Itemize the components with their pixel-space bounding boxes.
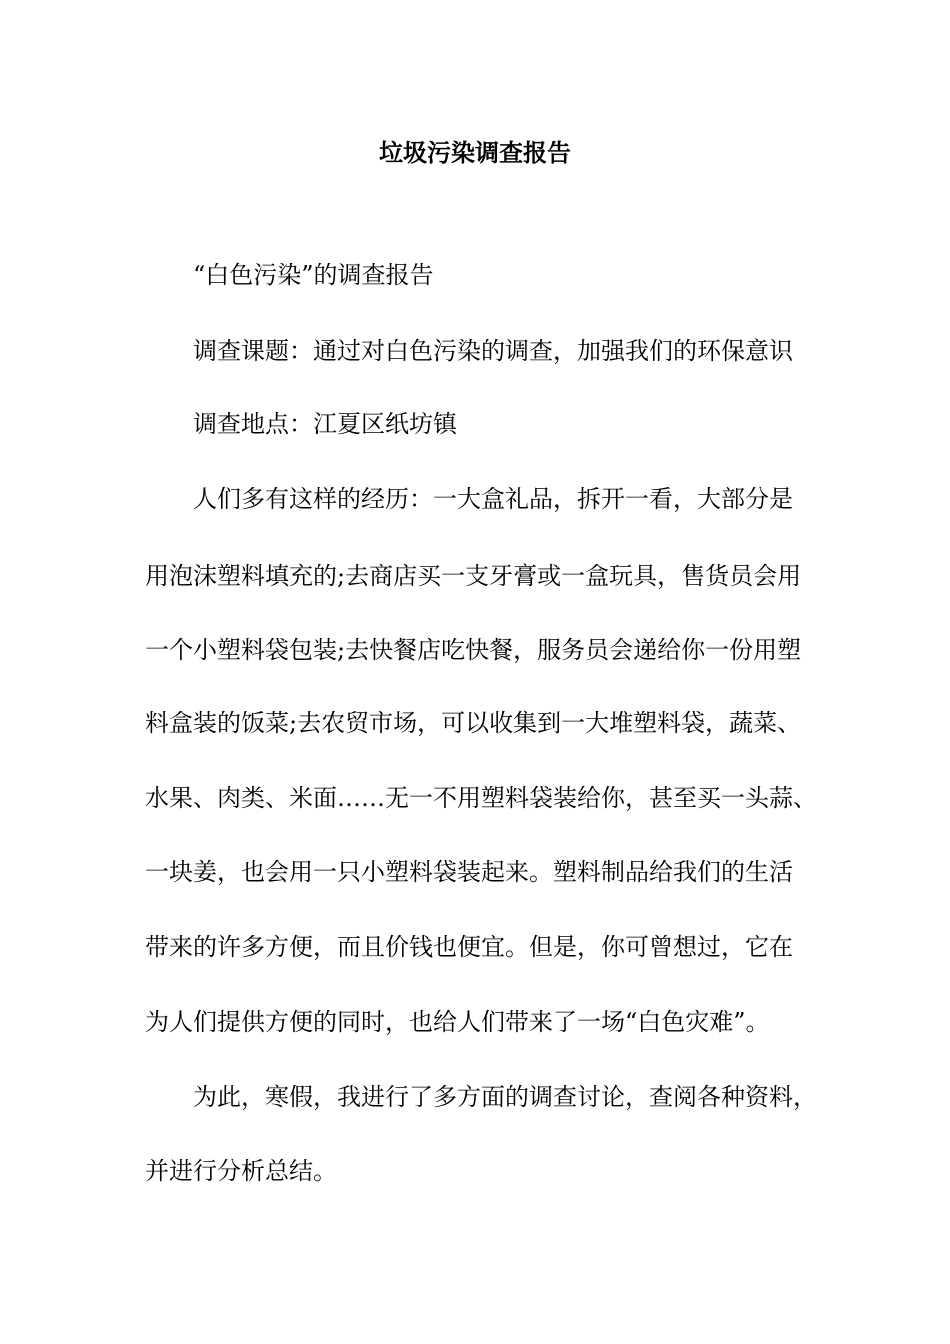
- subtitle-line: “白色污染”的调查报告: [193, 261, 434, 289]
- paragraph-line: 带来的许多方便，而且价钱也便宜。但是，你可曾想过，它在: [145, 933, 793, 961]
- paragraph-line: 为人们提供方便的同时，也给人们带来了一场“白色灾难”。: [145, 1008, 770, 1036]
- paragraph-line: 人们多有这样的经历：一大盒礼品，拆开一看，大部分是: [193, 485, 793, 513]
- paragraph-line: 并进行分析总结。: [145, 1157, 337, 1185]
- paragraph-line: 一个小塑料袋包装;去快餐店吃快餐，服务员会递给你一份用塑: [145, 636, 802, 664]
- paragraph-line: 水果、肉类、米面……无一不用塑料袋装给你，甚至买一头蒜、: [145, 784, 817, 812]
- document-title: 垃圾污染调查报告: [379, 138, 571, 167]
- paragraph-line: 一块姜，也会用一只小塑料袋装起来。塑料制品给我们的生活: [145, 858, 793, 886]
- paragraph-line: 料盒装的饭菜;去农贸市场，可以收集到一大堆塑料袋，蔬菜、: [145, 709, 802, 737]
- survey-topic-line: 调查课题：通过对白色污染的调查，加强我们的环保意识: [193, 337, 793, 365]
- paragraph-line: 用泡沫塑料填充的;去商店买一支牙膏或一盒玩具，售货员会用: [145, 562, 802, 590]
- paragraph-line: 为此，寒假，我进行了多方面的调查讨论，查阅各种资料，: [193, 1083, 817, 1111]
- survey-location-line: 调查地点：江夏区纸坊镇: [193, 410, 457, 438]
